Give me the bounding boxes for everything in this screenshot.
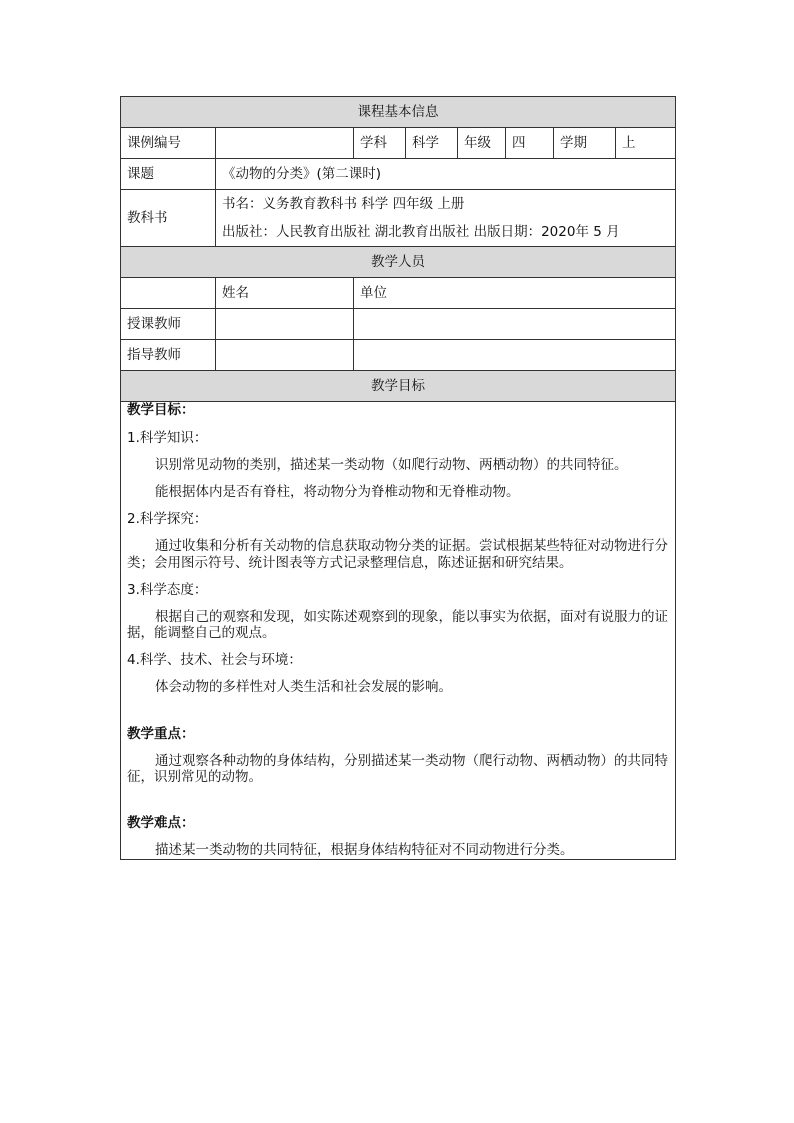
knowledge-heading: 1.科学知识： <box>127 429 208 446</box>
value-term: 上 <box>616 128 676 159</box>
difficulty-heading: 教学难点： <box>127 815 195 832</box>
textbook-title-line: 书名：义务教育教科书 科学 四年级 上册 <box>222 196 465 212</box>
sts-paragraph: 体会动物的多样性对人类生活和社会发展的影响。 <box>155 679 452 696</box>
staff-row <box>121 340 676 371</box>
staff-header-name: 姓名 <box>216 278 354 309</box>
staff-unit <box>354 309 676 340</box>
sts-heading: 4.科学、技术、社会与环境： <box>127 652 302 669</box>
knowledge-paragraph: 能根据体内是否有脊柱，将动物分为脊椎动物和无脊椎动物。 <box>155 483 520 500</box>
value-grade: 四 <box>506 128 554 159</box>
goals-heading: 教学目标： <box>127 402 195 419</box>
section-row-staff <box>121 247 676 278</box>
staff-header-blank <box>121 278 216 309</box>
course-info-table <box>120 96 676 860</box>
row-textbook <box>121 190 676 247</box>
label-term: 学期 <box>554 128 616 159</box>
content-row <box>121 402 676 859</box>
section-row-goals <box>121 371 676 402</box>
section-title-basic: 课程基本信息 <box>121 97 676 128</box>
row-course-meta <box>121 128 676 159</box>
staff-row <box>121 309 676 340</box>
label-subject: 学科 <box>354 128 406 159</box>
goals-content <box>121 402 676 859</box>
section-title-staff: 教学人员 <box>121 247 676 278</box>
focus-heading: 教学重点： <box>127 725 195 742</box>
row-topic <box>121 159 676 190</box>
label-grade: 年级 <box>458 128 506 159</box>
staff-role: 授课教师 <box>121 309 216 340</box>
inquiry-paragraph: 通过收集和分析有关动物的信息获取动物分类的证据。尝试根据某些特征对动物进行分类；会用图示符号、统计图表等方式记录整理信息，陈述证据和研究结果。 <box>127 538 668 571</box>
difficulty-paragraph: 描述某一类动物的共同特征，根据身体结构特征对不同动物进行分类。 <box>155 842 574 859</box>
attitude-heading: 3.科学态度： <box>127 581 208 598</box>
label-topic: 课题 <box>121 159 216 190</box>
attitude-paragraph: 根据自己的观察和发现，如实陈述观察到的现象，能以事实为依据，面对有说服力的证据，能调整自己的观点。 <box>127 608 668 642</box>
focus-paragraph: 通过观察各种动物的身体结构，分别描述某一类动物（爬行动物、两栖动物）的共同特征，识别常见的动物。 <box>127 752 668 785</box>
staff-name <box>216 340 354 371</box>
section-row-basic <box>121 97 676 128</box>
inquiry-heading: 2.科学探究： <box>127 511 208 528</box>
staff-name <box>216 309 354 340</box>
section-title-goals: 教学目标 <box>121 371 676 402</box>
value-textbook <box>216 190 676 247</box>
label-textbook: 教科书 <box>121 190 216 247</box>
staff-role: 指导教师 <box>121 340 216 371</box>
staff-header-row <box>121 278 676 309</box>
knowledge-paragraph: 识别常见动物的类别，描述某一类动物（如爬行动物、两栖动物）的共同特征。 <box>155 456 628 473</box>
label-course-id: 课例编号 <box>121 128 216 159</box>
value-course-id <box>216 128 354 159</box>
textbook-publisher-line: 出版社：人民教育出版社 湖北教育出版社 出版日期：2020年 5 月 <box>222 224 620 241</box>
value-subject: 科学 <box>406 128 458 159</box>
value-topic: 《动物的分类》(第二课时) <box>216 159 676 190</box>
staff-header-unit: 单位 <box>354 278 676 309</box>
staff-unit <box>354 340 676 371</box>
